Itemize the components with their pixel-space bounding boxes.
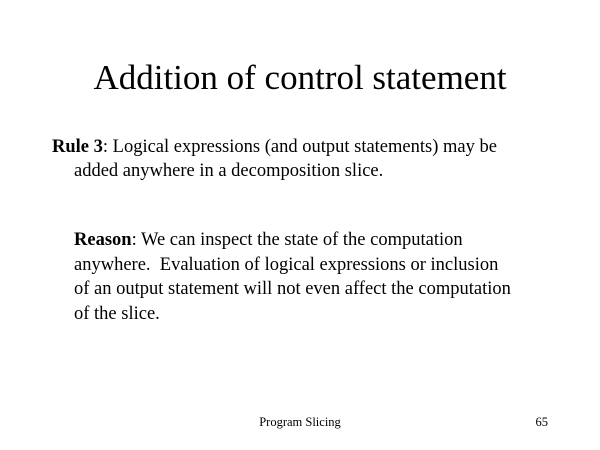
- reason-line-1-text: : We can inspect the state of the computation: [131, 230, 463, 250]
- reason-label: Reason: [74, 230, 132, 250]
- rule-paragraph: [52, 135, 552, 183]
- reason-line-3: of an output statement will not even affect the computation: [74, 279, 511, 299]
- reason-line-2: anywhere. Evaluation of logical expressions or inclusion: [74, 254, 499, 275]
- rule-line-2: added anywhere in a decomposition slice.: [74, 161, 384, 181]
- reason-paragraph: [74, 228, 574, 326]
- slide-title: Addition of control statement: [93, 58, 507, 97]
- rule-line-1: [52, 135, 552, 159]
- rule-label: Rule 3: [52, 137, 103, 157]
- footer-title: Program Slicing: [259, 415, 341, 429]
- page-number: 65: [535, 415, 548, 429]
- rule-line-1-text: : Logical expressions (and output statements) may be: [102, 137, 497, 157]
- reason-line-4: of the slice.: [74, 303, 160, 324]
- reason-line-1: [74, 228, 574, 253]
